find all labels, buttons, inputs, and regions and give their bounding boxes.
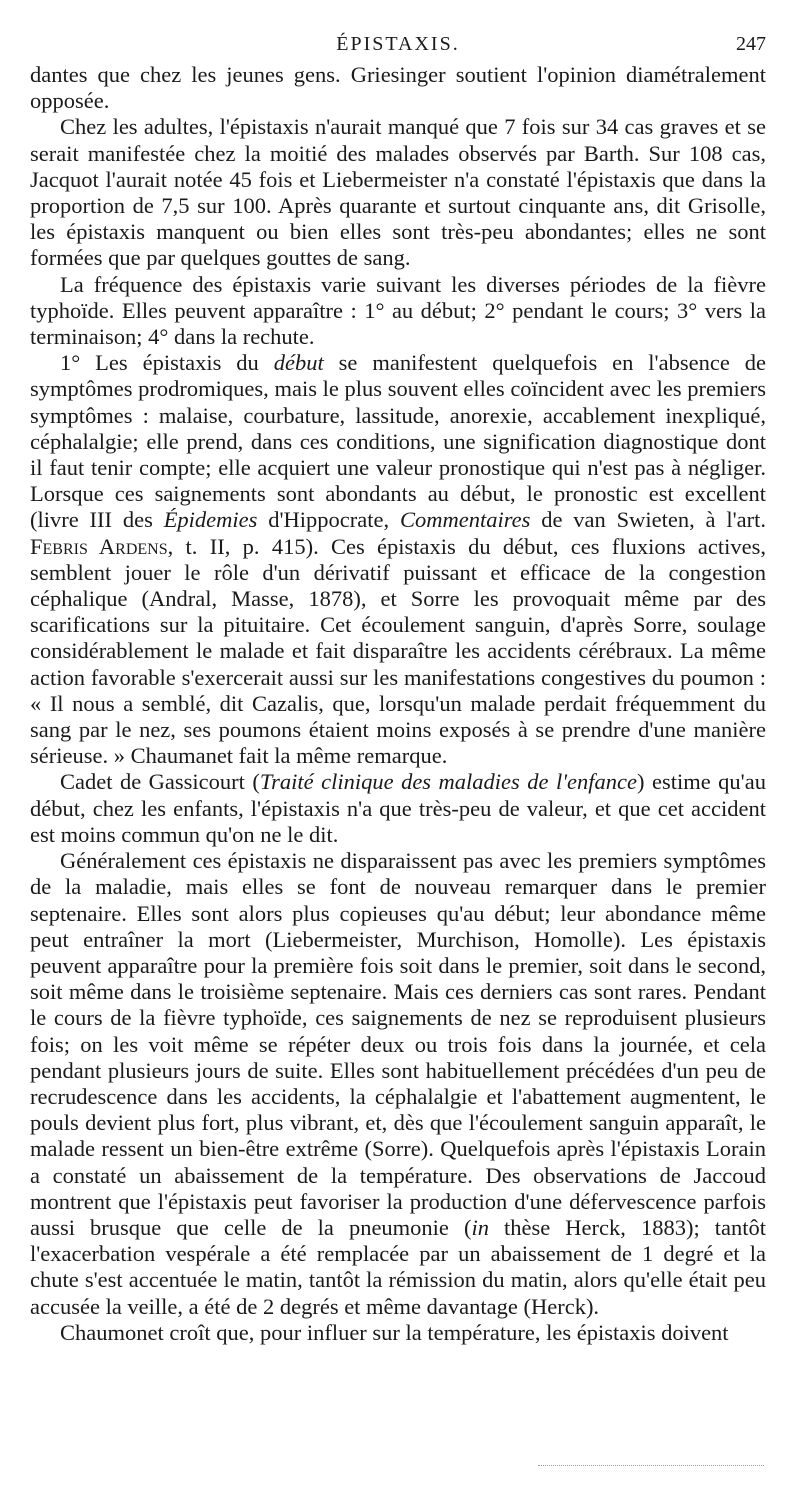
paragraph <box>30 114 766 271</box>
paragraph-text: d'Hippocrate, <box>257 507 400 533</box>
paragraph-text: Chaumonet croît que, pour influer sur la température, les épistaxis doivent <box>60 1319 729 1345</box>
paragraph-text: 1° Les épistaxis du <box>60 350 274 376</box>
italic-term: début <box>273 350 324 376</box>
paragraph <box>30 350 766 769</box>
paragraph-text: Cadet de Gassicourt ( <box>60 769 260 795</box>
paragraph <box>30 848 766 1320</box>
paragraph <box>30 272 766 351</box>
paragraph-text: , t. II, p. 415). Ces épistaxis du début, ces fluxions actives, semblent jouer le rôle d'un dérivatif puissant et efficace de la congestion céphalique (Andral, Masse, 1878), et Sorre les provoquait même par des scarifications sur la pituitaire. Cet écoulement sanguin, d'après Sorre, soulage considérablement le malade et fait disparaître les accidents cérébraux. La même action favorable s'exercerait aussi sur les manifestations congestives du poumon : « Il nous a semblé, dit Cazalis, que, lorsqu'un malade perdait fréquemment du sang par le nez, ses poumons étaient moins exposés à se prendre d'une manière sérieuse. » Chaumanet fait la même remarque. <box>30 533 766 769</box>
page-header <box>30 30 766 58</box>
book-title: Commentaires <box>399 507 531 533</box>
paragraph <box>30 1320 766 1346</box>
paragraph <box>30 62 766 114</box>
paragraph-text: La fréquence des épistaxis varie suivant les diverses périodes de la fièvre typhoïde. Elles peuvent apparaître : 1° au début; 2° pendant le cours; 3° vers la terminaison; 4° dans la rechute. <box>30 271 766 350</box>
italic-term: in <box>471 1214 489 1240</box>
paragraph-text: thèse Herck, 1883); tantôt l'exacerbation vespérale a été remplacée par un abaissement de 1 degré et la chute s'est accentuée le matin, tantôt la rémission du matin, alors qu'elle était peu accusée la veille, a été de 2 degrés et même davantage (Herck). <box>30 1214 766 1319</box>
small-caps-reference: Febris Ardens <box>30 533 168 559</box>
running-title: ÉPISTAXIS. <box>336 33 460 55</box>
paragraph-text: dantes que chez les jeunes gens. Griesinger soutient l'opinion diamétralement opposée. <box>30 62 766 114</box>
paragraph-text: se manifestent quelquefois en l'absence de symptômes prodromiques, mais le plus souvent elles coïncident avec les premiers symptômes : malaise, courbature, lassitude, anorexie, accablement inexpliqué, céphalalgie; elle prend, dans ces conditions, une signification diagnostique dont il faut tenir compte; elle acquiert une valeur pronostique qui n'est pas à négliger. Lorsque ces saignements sont abondants au début, le pronostic est excellent (livre III des <box>30 350 766 533</box>
page-number: 247 <box>736 33 766 55</box>
paragraph-text: Chez les adultes, l'épistaxis n'aurait manqué que 7 fois sur 34 cas graves et se serait manifestée chez la moitié des malades observés par Barth. Sur 108 cas, Jacquot l'aurait notée 45 fois et Liebermeister n'a constaté l'épistaxis que dans la proportion de 7,5 sur 100. Après quarante et surtout cinquante ans, dit Grisolle, les épistaxis manquent ou bien elles sont très-peu abondantes; elles ne sont formées que par quelques gouttes de sang. <box>30 114 766 271</box>
book-title: Traité clinique des maladies de l'enfance <box>259 769 637 795</box>
body-text <box>30 62 766 1346</box>
paragraph-text: Généralement ces épistaxis ne disparaissent pas avec les premiers symptômes de la maladie, mais elles se font de nouveau remarquer dans le premier septenaire. Elles sont alors plus copieuses qu'au début; leur abondance même peut entraîner la mort (Liebermeister, Murchison, Homolle). Les épistaxis peuvent apparaître pour la première fois soit dans le premier, soit dans le second, soit même dans le troisième septenaire. Mais ces derniers cas sont rares. Pendant le cours de la fièvre typhoïde, ces saignements de nez se reproduisent plusieurs fois; on les voit même se répéter deux ou trois fois dans la journée, et cela pendant plusieurs jours de suite. Elles sont habituellement précédées d'un peu de recrudescence dans les accidents, la céphalalgie et l'abattement augmentent, le pouls devient plus fort, plus vibrant, et, dès que l'écoulement sanguin apparaît, le malade ressent un bien-être extrême (Sorre). Quelquefois après l'épistaxis Lorain a constaté un abaissement de la température. Des observations de Jaccoud montrent que l'épistaxis peut favoriser la production d'une défervescence parfois aussi brusque que celle de la pneumonie ( <box>30 848 766 1240</box>
book-title: Épidemies <box>163 507 258 533</box>
paragraph <box>30 769 766 848</box>
paragraph-text: ) estime qu'au début, chez les enfants, l'épistaxis n'a que très-peu de valeur, et que cet accident est moins commun qu'on ne le dit. <box>30 769 766 847</box>
footer-rule <box>538 1465 764 1466</box>
paragraph-text: de van Swieten, à l'art. <box>530 507 767 533</box>
